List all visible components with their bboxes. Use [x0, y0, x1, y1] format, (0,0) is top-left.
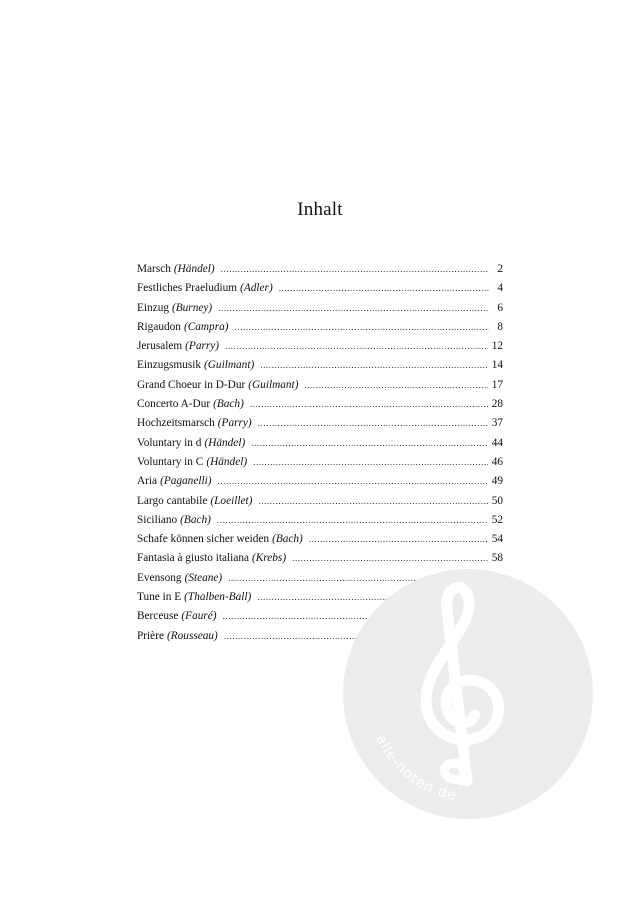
toc-entry-page-number: 14 [491, 359, 503, 372]
toc-entry-composer: (Händel) [206, 455, 248, 468]
toc-entry-page-number: 6 [497, 301, 503, 314]
toc-entry-title: Rigaudon [137, 320, 181, 333]
toc-entry-title: Fantasia à giusto italiana [137, 552, 249, 565]
toc-entry-composer: (Parry) [185, 340, 220, 353]
toc-entry-page-number: 44 [491, 436, 503, 449]
toc-entry-title: Berceuse [137, 610, 179, 623]
toc-entry-title: Voluntary in d [137, 436, 202, 449]
toc-entry-composer: (Thalben-Ball) [184, 591, 252, 604]
toc-entry-composer: (Parry) [217, 417, 252, 430]
toc-entry [137, 456, 503, 475]
toc-entry-composer: (Bach) [213, 398, 244, 411]
toc-dot-leader [235, 322, 490, 332]
toc-entry [137, 263, 503, 282]
toc-entry-title: Schafe können sicher weiden [137, 533, 270, 546]
toc-entry-title: Marsch [137, 263, 171, 275]
toc-entry-title: Grand Choeur in D-Dur [137, 378, 246, 391]
toc-dot-leader [258, 496, 487, 506]
watermark-logo [343, 569, 593, 819]
toc-entry-composer: (Steane) [184, 571, 223, 584]
toc-entry-composer: (Campra) [183, 320, 229, 333]
toc-entry [137, 437, 503, 456]
toc-entry-composer: (Fauré) [181, 610, 217, 623]
toc-dot-leader [251, 438, 487, 448]
toc-entry [137, 398, 503, 417]
toc-entry-title: Voluntary in C [137, 455, 204, 468]
toc-entry-composer: (Händel) [173, 263, 215, 275]
toc-entry [137, 417, 503, 436]
toc-entry-composer: (Bach) [272, 533, 303, 546]
toc-dot-leader [221, 264, 489, 274]
toc-entry [137, 302, 503, 321]
toc-entry-composer: (Rousseau) [166, 629, 218, 642]
toc-entry-page-number: 54 [491, 533, 503, 546]
toc-entry-page-number: 12 [491, 340, 503, 353]
toc-dot-leader [292, 553, 488, 563]
toc-entry-page-number: 8 [497, 320, 503, 333]
toc-dot-leader [279, 283, 489, 293]
toc-entry-composer: (Guilmant) [248, 378, 299, 391]
toc-dot-leader [309, 534, 488, 544]
toc-entry-composer: (Adler) [240, 282, 273, 295]
toc-dot-leader [260, 360, 487, 370]
watermark-text: alle-noten.de [372, 732, 459, 804]
toc-dot-leader [225, 341, 488, 351]
toc-entry [137, 475, 503, 494]
toc-entry-title: Festliches Praeludium [137, 282, 238, 295]
toc-entry-title: Aria [137, 475, 158, 488]
toc-entry-title: Hochzeitsmarsch [137, 417, 215, 430]
toc-entry-title: Largo cantabile [137, 494, 208, 507]
toc-dot-leader [258, 418, 488, 428]
toc-dot-leader [250, 399, 488, 409]
toc-dot-leader [304, 380, 487, 390]
toc-entry-page-number: 46 [491, 455, 503, 468]
toc-entry-composer: (Bach) [180, 513, 211, 526]
page-title: Inhalt [297, 199, 343, 220]
toc-entry-title: Einzugsmusik [137, 359, 202, 372]
toc-entry-page-number: 37 [491, 417, 503, 430]
toc-entry [137, 533, 503, 552]
toc-entry-page-number: 17 [491, 378, 503, 391]
toc-dot-leader [253, 457, 488, 467]
toc-entry [137, 321, 503, 340]
toc-entry-title: Einzug [137, 301, 169, 314]
toc-entry-title: Jerusalem [137, 340, 183, 353]
toc-entry-page-number: 58 [491, 552, 503, 565]
toc-entry-title: Prière [137, 629, 164, 642]
toc-entry-title: Concerto A-Dur [137, 398, 211, 411]
toc-entry-page-number: 50 [491, 494, 503, 507]
toc-entry-title: Tune in E [137, 591, 182, 604]
toc-dot-leader [218, 476, 488, 486]
toc-entry [137, 359, 503, 378]
toc-dot-leader [218, 303, 489, 313]
toc-entry [137, 514, 503, 533]
toc-entry-composer: (Paganelli) [160, 475, 212, 488]
toc-entry-page-number: 28 [491, 398, 503, 411]
toc-entry-composer: (Guilmant) [204, 359, 255, 372]
toc-entry-composer: (Händel) [204, 436, 246, 449]
toc-entry-title: Evensong [137, 571, 182, 584]
toc-entry [137, 379, 503, 398]
toc-entry-composer: (Loeillet) [210, 494, 253, 507]
toc-entry [137, 495, 503, 514]
toc-dot-leader [217, 515, 488, 525]
toc-entry-page-number: 49 [491, 475, 503, 488]
toc-entry [137, 340, 503, 359]
toc-entry-title: Siciliano [137, 513, 178, 526]
toc-entry-page-number: 4 [497, 282, 503, 295]
toc-entry [137, 282, 503, 301]
toc-entry-composer: (Burney) [172, 301, 213, 314]
toc-entry-composer: (Krebs) [252, 552, 287, 565]
toc-entry-page-number: 52 [491, 513, 503, 526]
toc-entry-page-number: 2 [497, 263, 503, 275]
